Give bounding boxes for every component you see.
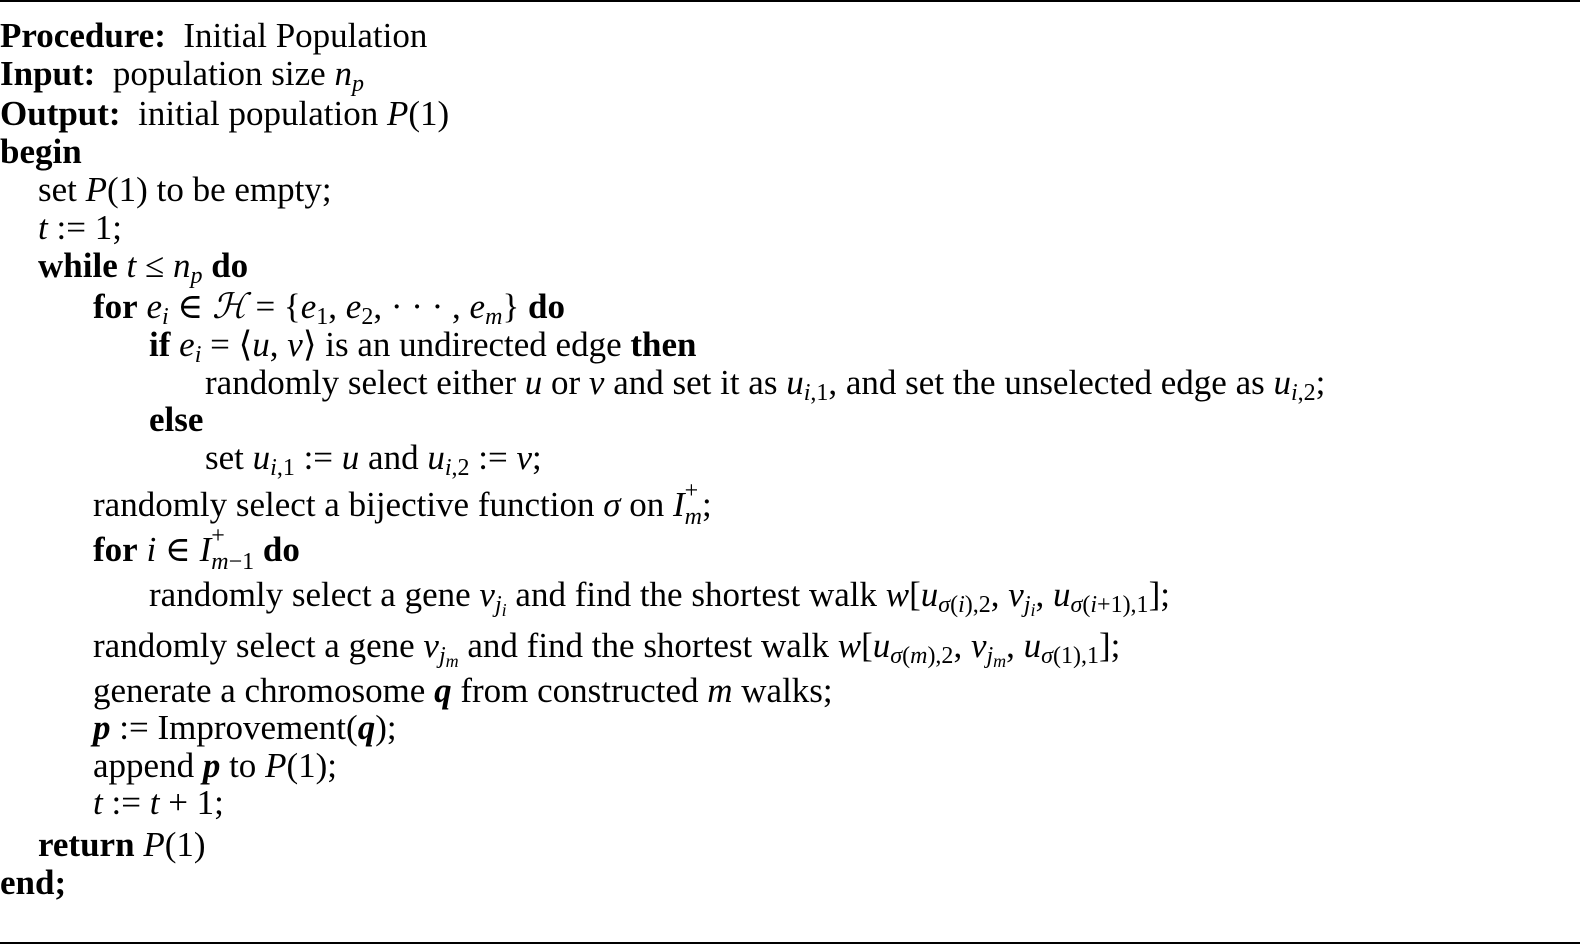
input-keyword: Input:: [0, 54, 96, 93]
output-text: initial population: [138, 94, 379, 133]
set-as-text: and set it as: [613, 363, 778, 402]
for-keyword-2: for: [93, 530, 138, 569]
begin-keyword: begin: [0, 132, 82, 171]
return-line: return P(1): [38, 825, 206, 864]
on-text: on: [629, 485, 665, 524]
for-do-keyword-2: do: [262, 530, 300, 569]
begin-line: [0, 133, 82, 171]
set-directed-line: set $u_{i,1}$ := u and $u_{i,2}$ := v;: [205, 438, 542, 481]
t-init-line: t := 1;: [38, 208, 122, 247]
undirected-text: is an undirected edge: [325, 325, 622, 364]
output-keyword: Output:: [0, 94, 121, 133]
for-index-line: for i ∈ I + $_{m-1}$ do: [93, 523, 300, 575]
for-edge-line: for $e_i$ ∈ ℋ = {$e_1$, $e_2$, · · · , $e_m$} do: [93, 287, 565, 330]
bijective-text: randomly select a bijective function: [93, 485, 595, 524]
end-line: [0, 864, 66, 902]
procedure-keyword: Procedure:: [0, 16, 166, 55]
append-line: append p to P(1);: [93, 746, 337, 785]
chromosome-text: generate a chromosome: [93, 671, 426, 710]
bijective-line: randomly select a bijective function σ on I + $_m$;: [93, 478, 712, 530]
gene-walk-line: randomly select a gene $v_{ji}$ and find the shortest walk $w[u_{\sigma(i),2}$, $v_{ji}$, $u_{\sigma(i+1),1}$];: [149, 575, 1170, 620]
set-empty-line: set P(1) to be empty;: [38, 170, 332, 209]
else-line: [149, 401, 203, 439]
gene-text-2: randomly select a gene: [93, 626, 415, 665]
set-keyword-2: set: [205, 438, 244, 477]
then-keyword: then: [630, 325, 697, 364]
input-line: Input: population size $n_p$: [0, 54, 364, 97]
for-do-keyword: do: [528, 287, 565, 326]
if-keyword: if: [149, 325, 171, 364]
set-keyword: set: [38, 170, 77, 209]
or-text: or: [550, 363, 581, 402]
shortest-text: and find the shortest walk: [515, 575, 877, 614]
return-keyword: return: [38, 825, 135, 864]
chromosome-line: generate a chromosome q from constructed m walks;: [93, 671, 833, 710]
set-empty-text: to be empty;: [156, 170, 332, 209]
procedure-name: Initial Population: [183, 16, 428, 55]
gene-text: randomly select a gene: [149, 575, 471, 614]
to-text: to: [229, 746, 257, 785]
else-keyword: else: [149, 400, 204, 439]
gene-walk-last-line: randomly select a gene $v_{jm}$ and find the shortest walk $w[u_{\sigma(m),2}$, $v_{jm}$, $u_{\sigma(1),1}$];: [93, 626, 1121, 671]
while-keyword: while: [38, 246, 118, 285]
if-line: if $e_i$ = ⟨u, v⟩ is an undirected edge then: [149, 325, 697, 368]
while-do-keyword: do: [211, 246, 249, 285]
input-text: population size: [112, 54, 326, 93]
shortest-text-2: and find the shortest walk: [467, 626, 829, 665]
walks-text: walks;: [741, 671, 833, 710]
unselected-text: , and set the unselected edge as: [828, 363, 1265, 402]
output-line: Output: initial population P(1): [0, 94, 450, 133]
end-keyword: end;: [0, 863, 67, 902]
from-walks-text: from constructed: [460, 671, 699, 710]
random-select-line: randomly select either u or v and set it as $u_{i,1}$, and set the unselected edge as $u_{i,2}$;: [205, 363, 1326, 406]
random-select-text: randomly select either: [205, 363, 516, 402]
improvement-text: Improvement(: [157, 708, 358, 747]
procedure-line: [0, 17, 427, 55]
increment-line: t := t + 1;: [93, 783, 224, 822]
while-line: while $t \le n_p$ do: [38, 246, 249, 289]
and-keyword: and: [368, 438, 419, 477]
improvement-line: p := Improvement(q);: [93, 708, 397, 747]
for-keyword: for: [93, 287, 138, 326]
append-text: append: [93, 746, 195, 785]
